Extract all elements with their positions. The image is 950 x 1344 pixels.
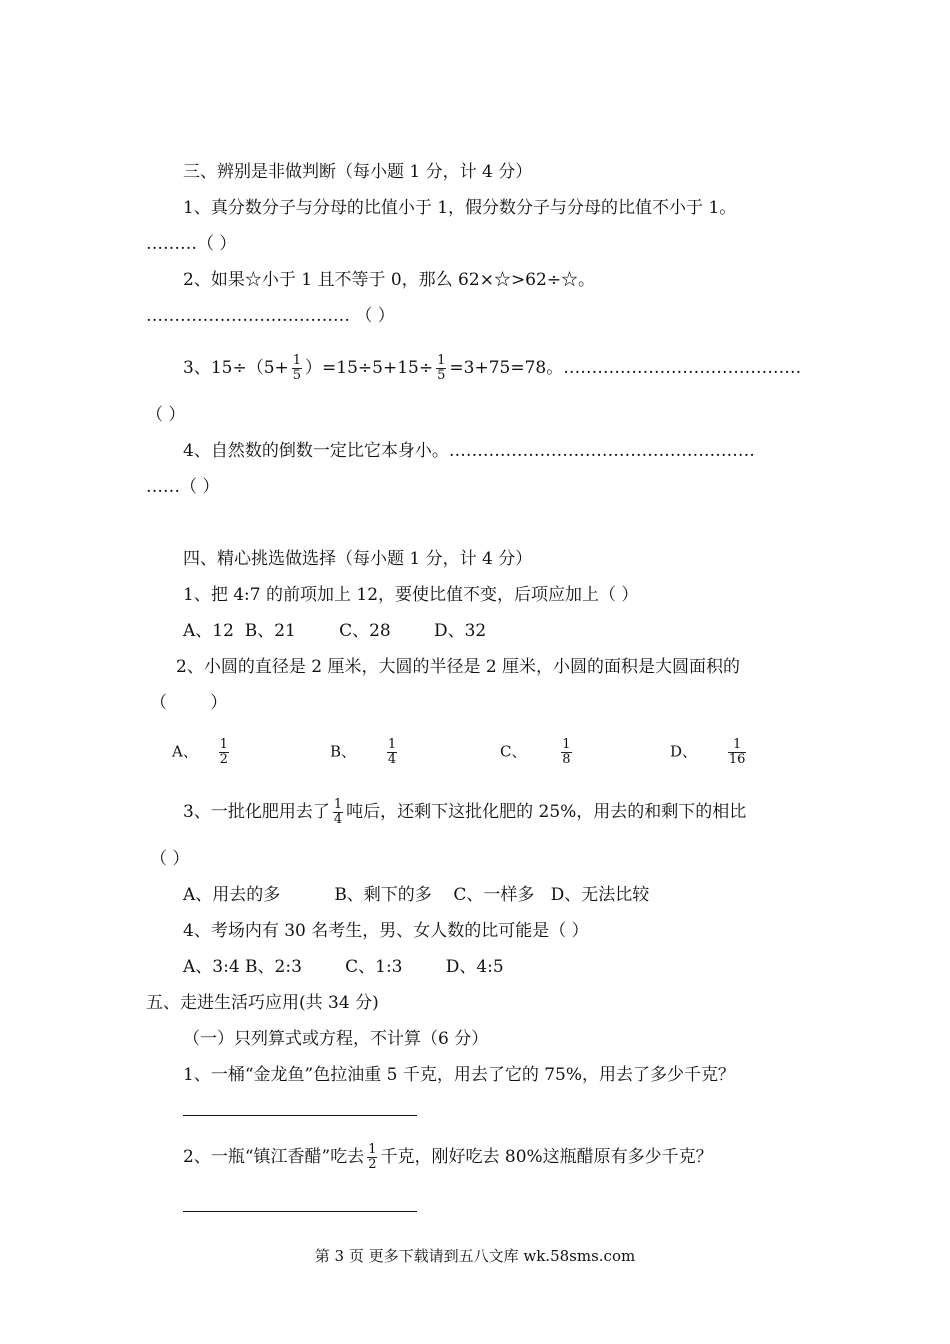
q2-part-a: 2、一瓶“镇江香醋”吃去 <box>183 1147 365 1167</box>
option-c <box>500 738 575 767</box>
section-4-question-3 <box>183 798 746 827</box>
fraction-numerator: 1 <box>219 737 228 752</box>
section-3-question-2-answer: ……………………………… （ ） <box>146 306 395 326</box>
q3-part-a: 3、一批化肥用去了 <box>183 802 330 822</box>
fraction-denominator: 16 <box>728 752 746 767</box>
option-d <box>670 738 749 767</box>
option-label: C、 <box>500 742 527 761</box>
section-4-question-2-answer: （ ） <box>150 693 228 713</box>
section-4-question-1-options: A、12 B、21 C、28 D、32 <box>183 621 487 641</box>
q3-part-b: ）=15÷5+15÷ <box>305 358 434 378</box>
section-3-heading: 三、辨别是非做判断（每小题 1 分，计 4 分） <box>183 162 533 182</box>
section-4-question-1: 1、把 4:7 的前项加上 12，要使比值不变，后项应加上（ ） <box>183 585 639 605</box>
q3-part-a: 3、15÷（5+ <box>183 358 289 378</box>
fraction-numerator: 1 <box>732 737 742 752</box>
fraction-denominator: 2 <box>368 1157 377 1172</box>
option-label: D、 <box>670 742 698 761</box>
section-4-question-4: 4、考场内有 30 名考生，男、女人数的比可能是（ ） <box>183 921 589 941</box>
fraction-denominator: 4 <box>387 752 397 767</box>
fraction-denominator: 8 <box>562 752 571 767</box>
answer-line <box>183 1211 417 1212</box>
section-3-question-1-answer: ………（ ） <box>146 234 237 254</box>
section-3-question-4-answer: ……（ ） <box>146 477 220 497</box>
section-4-heading: 四、精心挑选做选择（每小题 1 分，计 4 分） <box>183 549 533 569</box>
fraction-one-half <box>219 738 229 767</box>
fraction-denominator: 4 <box>333 812 343 827</box>
fraction-one-quarter <box>333 798 343 827</box>
fraction-denominator: 5 <box>437 368 446 383</box>
section-3-question-4: 4、自然数的倒数一定比它本身小。……………………………………………… <box>183 441 755 461</box>
section-4-question-3-options: A、用去的多 B、剩下的多 C、一样多 D、无法比较 <box>183 885 650 905</box>
q3-part-b: 吨后，还剩下这批化肥的 25%，用去的和剩下的相比 <box>346 802 747 822</box>
option-label: B、 <box>330 742 357 761</box>
fraction-one-fifth <box>436 354 446 383</box>
option-b <box>330 738 400 767</box>
fraction-numerator: 1 <box>387 737 397 752</box>
section-3-question-3-answer: （ ） <box>146 405 186 425</box>
fraction-numerator: 1 <box>368 1142 377 1157</box>
section-4-question-2: 2、小圆的直径是 2 厘米，大圆的半径是 2 厘米，小圆的面积是大圆面积的 <box>176 657 741 677</box>
fraction-numerator: 1 <box>437 353 446 368</box>
section-5-question-2 <box>183 1143 713 1172</box>
fraction-numerator: 1 <box>292 353 302 368</box>
fraction-one-quarter <box>387 738 397 767</box>
fraction-one-fifth <box>292 354 302 383</box>
fraction-denominator: 2 <box>219 752 228 767</box>
q3-part-c: =3+75=78。…………………………………… <box>449 358 802 378</box>
fraction-numerator: 1 <box>333 797 343 812</box>
section-3-question-2: 2、如果☆小于 1 且不等于 0，那么 62×☆>62÷☆。 <box>183 270 596 290</box>
section-5-question-1: 1、一桶“金龙鱼”色拉油重 5 千克，用去了它的 75%，用去了多少千克？ <box>183 1065 736 1085</box>
q2-part-b: 千克，刚好吃去 80%这瓶醋原有多少千克？ <box>380 1147 713 1167</box>
option-label: A、 <box>172 742 198 761</box>
section-5-subheading: （一）只列算式或方程，不计算（6 分） <box>183 1029 489 1049</box>
fraction-one-sixteenth <box>728 738 747 767</box>
fraction-one-half <box>367 1143 377 1172</box>
answer-line <box>183 1115 417 1116</box>
page-footer: 第 3 页 更多下载请到五八文库 wk.58sms.com <box>314 1247 636 1265</box>
section-3-question-1: 1、真分数分子与分母的比值小于 1，假分数分子与分母的比值不小于 1。 <box>183 198 737 218</box>
fraction-numerator: 1 <box>562 737 571 752</box>
section-3-question-3 <box>183 354 801 383</box>
section-5-heading: 五、走进生活巧应用(共 34 分) <box>146 993 379 1013</box>
section-4-question-3-answer: （ ） <box>150 849 190 869</box>
section-4-question-4-options: A、3:4 B、2:3 C、1:3 D、4:5 <box>183 957 504 977</box>
option-a <box>172 738 232 767</box>
fraction-denominator: 5 <box>292 368 302 383</box>
fraction-one-eighth <box>561 738 571 767</box>
